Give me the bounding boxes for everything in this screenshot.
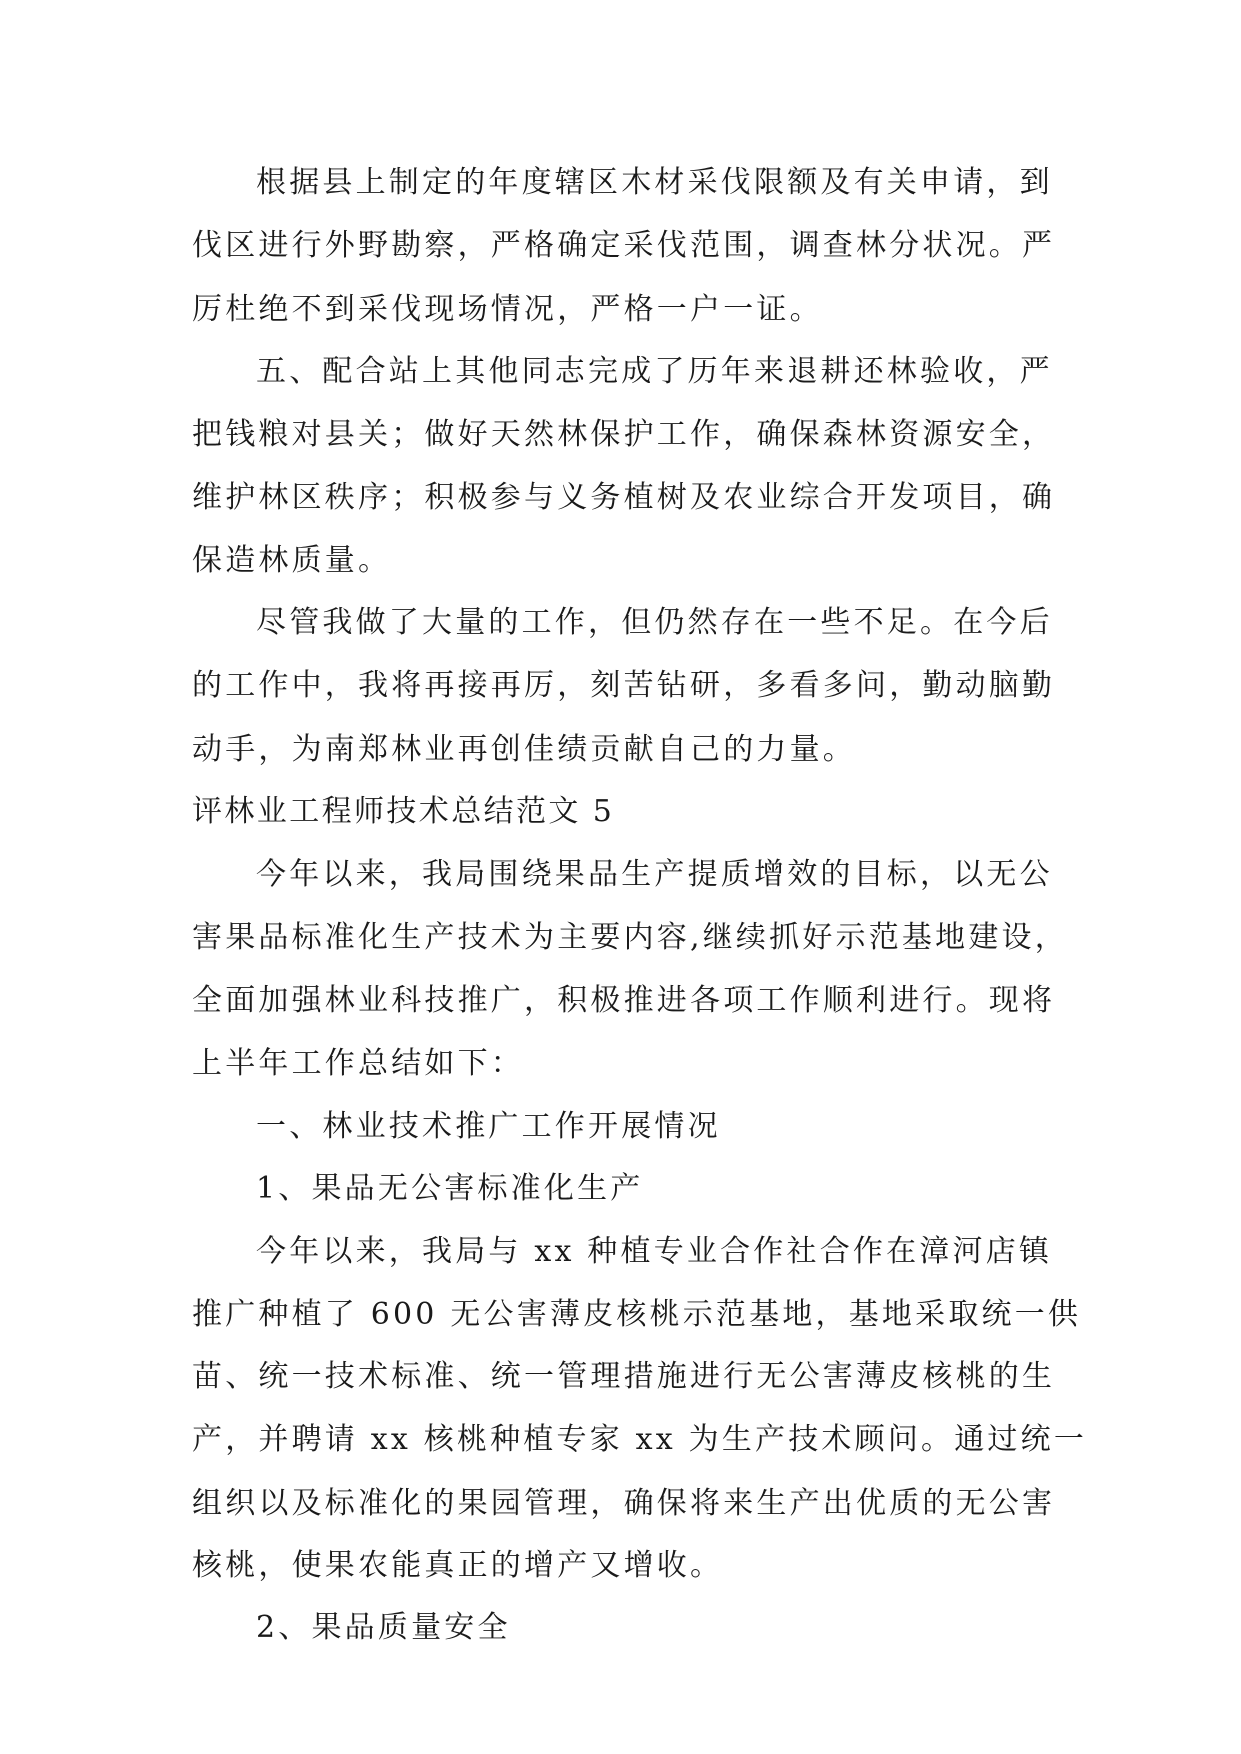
paragraph-line: 动手，为南郑林业再创佳绩贡献自己的力量。	[192, 732, 856, 767]
subheading: 1、果品无公害标准化生产	[256, 1171, 644, 1206]
paragraph-line: 厉杜绝不到采伐现场情况，严格一户一证。	[192, 292, 823, 327]
paragraph-line: 保造林质量。	[192, 543, 392, 578]
paragraph-line: 上半年工作总结如下：	[192, 1046, 524, 1081]
paragraph-line: 害果品标准化生产技术为主要内容,继续抓好示范基地建设，	[192, 920, 1068, 955]
paragraph-line: 推广种植了 600 无公害薄皮核桃示范基地，基地采取统一供	[192, 1297, 1082, 1332]
paragraph-line: 全面加强林业科技推广，积极推进各项工作顺利进行。现将	[192, 983, 1056, 1018]
subheading: 2、果品质量安全	[256, 1610, 511, 1645]
paragraph-line: 伐区进行外野勘察，严格确定采伐范围，调查林分状况。严	[192, 228, 1056, 263]
section-title: 评林业工程师技术总结范文 5	[192, 794, 615, 829]
paragraph-line: 组织以及标准化的果园管理，确保将来生产出优质的无公害	[192, 1486, 1056, 1521]
paragraph-line: 尽管我做了大量的工作，但仍然存在一些不足。在今后	[256, 605, 1053, 640]
paragraph-line: 把钱粮对县关；做好天然林保护工作，确保森林资源安全，	[192, 417, 1056, 452]
paragraph-line: 苗、统一技术标准、统一管理措施进行无公害薄皮核桃的生	[192, 1359, 1056, 1394]
paragraph-line: 今年以来，我局与 xx 种植专业合作社合作在漳河店镇	[256, 1234, 1053, 1269]
paragraph-line: 产，并聘请 xx 核桃种植专家 xx 为生产技术顾问。通过统一	[192, 1422, 1088, 1457]
subheading: 一、林业技术推广工作开展情况	[256, 1109, 721, 1144]
paragraph-line: 今年以来，我局围绕果品生产提质增效的目标，以无公	[256, 857, 1053, 892]
paragraph-line: 维护林区秩序；积极参与义务植树及农业综合开发项目，确	[192, 480, 1056, 515]
paragraph-line: 的工作中，我将再接再厉，刻苦钻研，多看多问，勤动脑勤	[192, 668, 1056, 703]
paragraph-line: 五、配合站上其他同志完成了历年来退耕还林验收，严	[256, 354, 1053, 389]
paragraph-line: 核桃，使果农能真正的增产又增收。	[192, 1548, 724, 1583]
paragraph-line: 根据县上制定的年度辖区木材采伐限额及有关申请，到	[256, 165, 1053, 200]
